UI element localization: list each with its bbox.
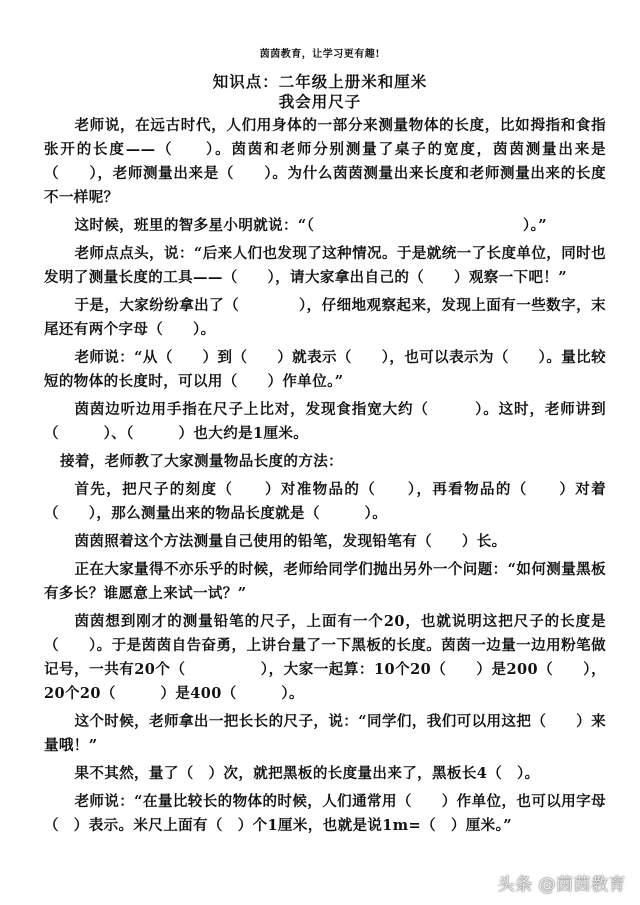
paragraph-observe-ruler: 于是，大家纷纷拿出了（ ），仔细地观察起来，发现上面有一些数字，末尾还有两个字母（ ）。 xyxy=(44,297,606,338)
paragraph-meter: 老师说：“在量比较长的物体的时候，人们通常用（ ）作单位，也可以用字母（ ）表示。米尺上面有（ ）个1厘米，也就是说1m=（ ）厘米。” xyxy=(44,793,606,834)
page-title: 知识点：二年级上册米和厘米 xyxy=(212,72,428,91)
paragraph-teacher-nods: 老师点点头，说：“后来人们也发现了这种情况。于是就统一了长度单位，同时也发明了测量长度的工具——（ ），请大家拿出自己的（ ）观察一下吧！” xyxy=(44,245,606,286)
watermark: 头条 @茵茵教育 xyxy=(497,875,626,895)
paragraph-method-steps: 首先，把尺子的刻度（ ）对准物品的（ ），再看物品的（ ）对着（ ），那么测量出来的物品长度就是（ ）。 xyxy=(44,481,606,522)
paragraph-method-intro: 接着，老师教了大家测量物品长度的方法： xyxy=(59,453,344,470)
paragraph-measure-blackboard: 茵茵想到刚才的测量铅笔的尺子，上面有一个20，也就说明这把尺子的长度是（ ）。于是茵茵自告奋勇，上讲台量了一下黑板的长度。茵茵一边量一边用粉笔做记号，一共有20个（ ），大家一起算：10个20（ ）是200（ ），20个20（ ）是400（ ）。 xyxy=(44,613,606,702)
paragraph-result: 果不其然，量了（ ）次，就把黑板的长度量出来了，黑板长4（ ）。 xyxy=(74,765,540,782)
paragraph-intro: 老师说，在远古时代，人们用身体的一部分来测量物体的长度，比如拇指和食指张开的长度——（ ）。茵茵和老师分别测量了桌子的宽度，茵茵测量出来是（ ），老师测量出来是（ ）。为什么茵茵测量出来长度和老师测量出来的长度不一样呢？ xyxy=(44,117,606,206)
paragraph-blackboard-question: 正在大家量得不亦乐乎的时候，老师给同学们抛出另外一个问题：“如何测量黑板有多长？谁愿意上来试一试？” xyxy=(44,561,606,602)
paragraph-pencil: 茵茵照着这个方法测量自己使用的铅笔，发现铅笔有（ ）长。 xyxy=(74,533,507,550)
paragraph-centimeter: 老师说：“从（ ）到（ ）就表示（ ），也可以表示为（ ）。量比较短的物体的长度时，可以用（ ）作单位。” xyxy=(44,349,606,390)
paragraph-long-ruler: 这个时候，老师拿出一把长长的尺子，说：“同学们，我们可以用这把（ ）来量哦！” xyxy=(44,713,606,754)
header-note: 茵茵教育，让学习更有趣! xyxy=(259,49,381,60)
paragraph-finger-width: 茵茵边听边用手指在尺子上比对，发现食指宽大约（ ）。这时，老师讲到（ ）、（ ）也大约是1厘米。 xyxy=(44,401,606,442)
paragraph-xiaoming: 这时候，班里的智多星小明就说：“（ ）。” xyxy=(74,217,547,234)
page-subtitle: 我会用尺子 xyxy=(278,92,362,111)
document-body xyxy=(44,114,606,842)
